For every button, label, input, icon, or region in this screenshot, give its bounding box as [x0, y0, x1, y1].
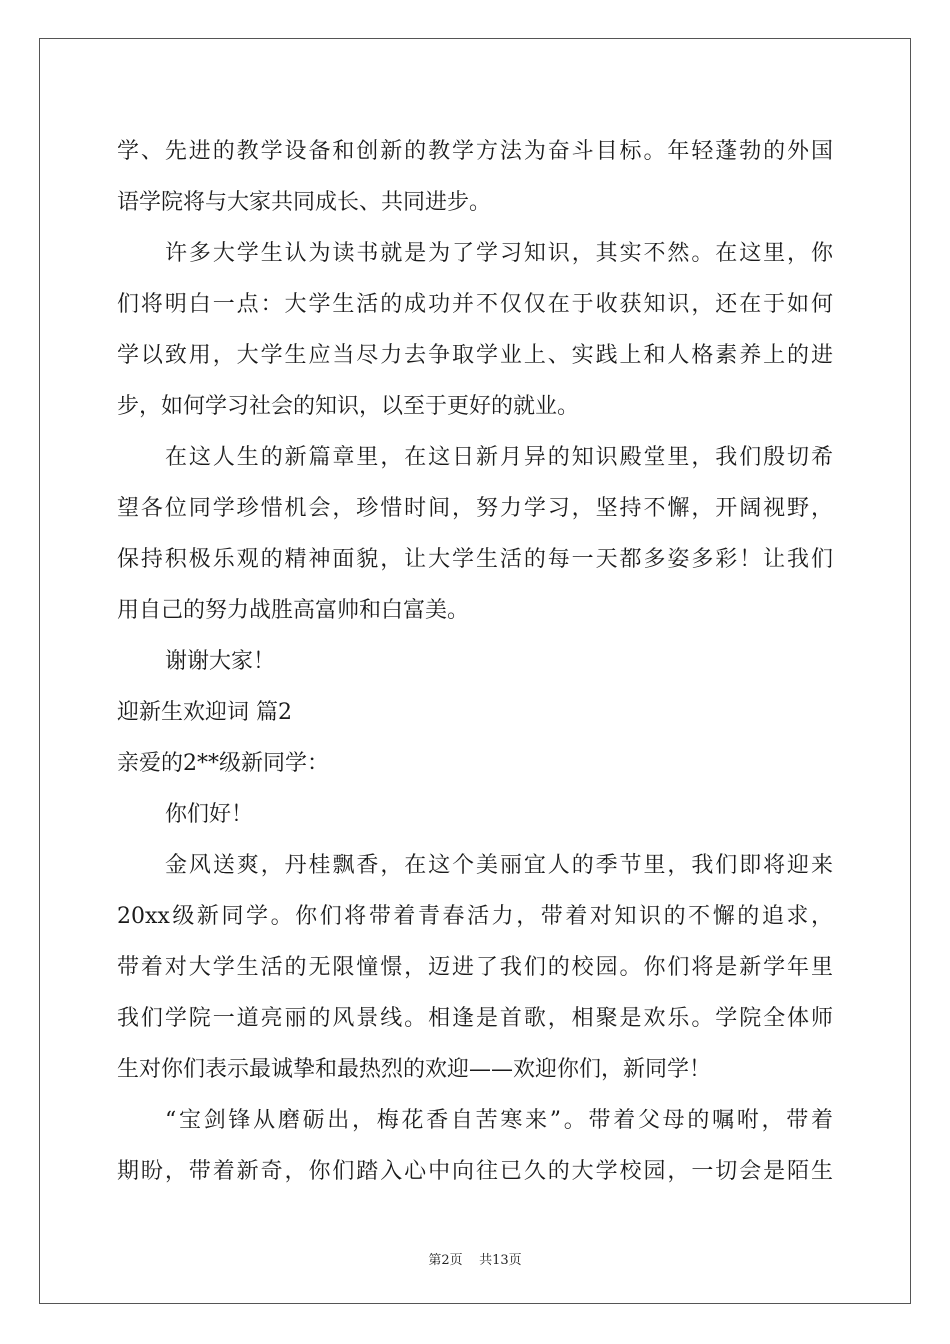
text-line: 20xx级新同学。你们将带着青春活力，带着对知识的不懈的追求， [117, 904, 833, 929]
text-line: 带着对大学生活的无限憧憬，迈进了我们的校园。你们将是新学年里 [117, 955, 833, 980]
text-line: “宝剑锋从磨砺出，梅花香自苦寒来”。带着父母的嘱咐，带着 [165, 1108, 833, 1133]
text-line: 用自己的努力战胜高富帅和白富美。 [117, 598, 470, 623]
text-line: 谢谢大家！ [165, 649, 276, 674]
text-line: 许多大学生认为读书就是为了学习知识，其实不然。在这里，你 [165, 241, 833, 266]
text-line: 步，如何学习社会的知识，以至于更好的就业。 [117, 394, 580, 419]
text-line: 学以致用，大学生应当尽力去争取学业上、实践上和人格素养上的进 [117, 343, 833, 368]
document-body [117, 126, 833, 1197]
page-total: 共13页 [479, 1253, 522, 1268]
text-line: 学、先进的教学设备和创新的教学方法为奋斗目标。年轻蓬勃的外国 [117, 139, 833, 164]
text-line: 期盼，带着新奇，你们踏入心中向往已久的大学校园，一切会是陌生 [117, 1159, 833, 1184]
text-line: 语学院将与大家共同成长、共同进步。 [117, 190, 492, 215]
text-line: 你们好！ [165, 802, 254, 827]
text-line: 在这人生的新篇章里，在这日新月异的知识殿堂里，我们殷切希 [165, 445, 833, 470]
page-number: 第2页 [428, 1253, 463, 1268]
page-footer [0, 1249, 950, 1268]
text-line: 们将明白一点：大学生活的成功并不仅仅在于收获知识，还在于如何 [117, 292, 833, 317]
text-line: 生对你们表示最诚挚和最热烈的欢迎——欢迎你们，新同学！ [117, 1057, 712, 1082]
text-line: 我们学院一道亮丽的风景线。相逢是首歌，相聚是欢乐。学院全体师 [117, 1006, 833, 1031]
text-line: 迎新生欢迎词 篇2 [117, 700, 292, 725]
text-line: 金风送爽，丹桂飘香，在这个美丽宜人的季节里，我们即将迎来 [165, 853, 833, 878]
text-line: 望各位同学珍惜机会，珍惜时间，努力学习，坚持不懈，开阔视野， [117, 496, 833, 521]
text-line: 保持积极乐观的精神面貌，让大学生活的每一天都多姿多彩！让我们 [117, 547, 833, 572]
text-line: 亲爱的2**级新同学： [117, 751, 329, 776]
